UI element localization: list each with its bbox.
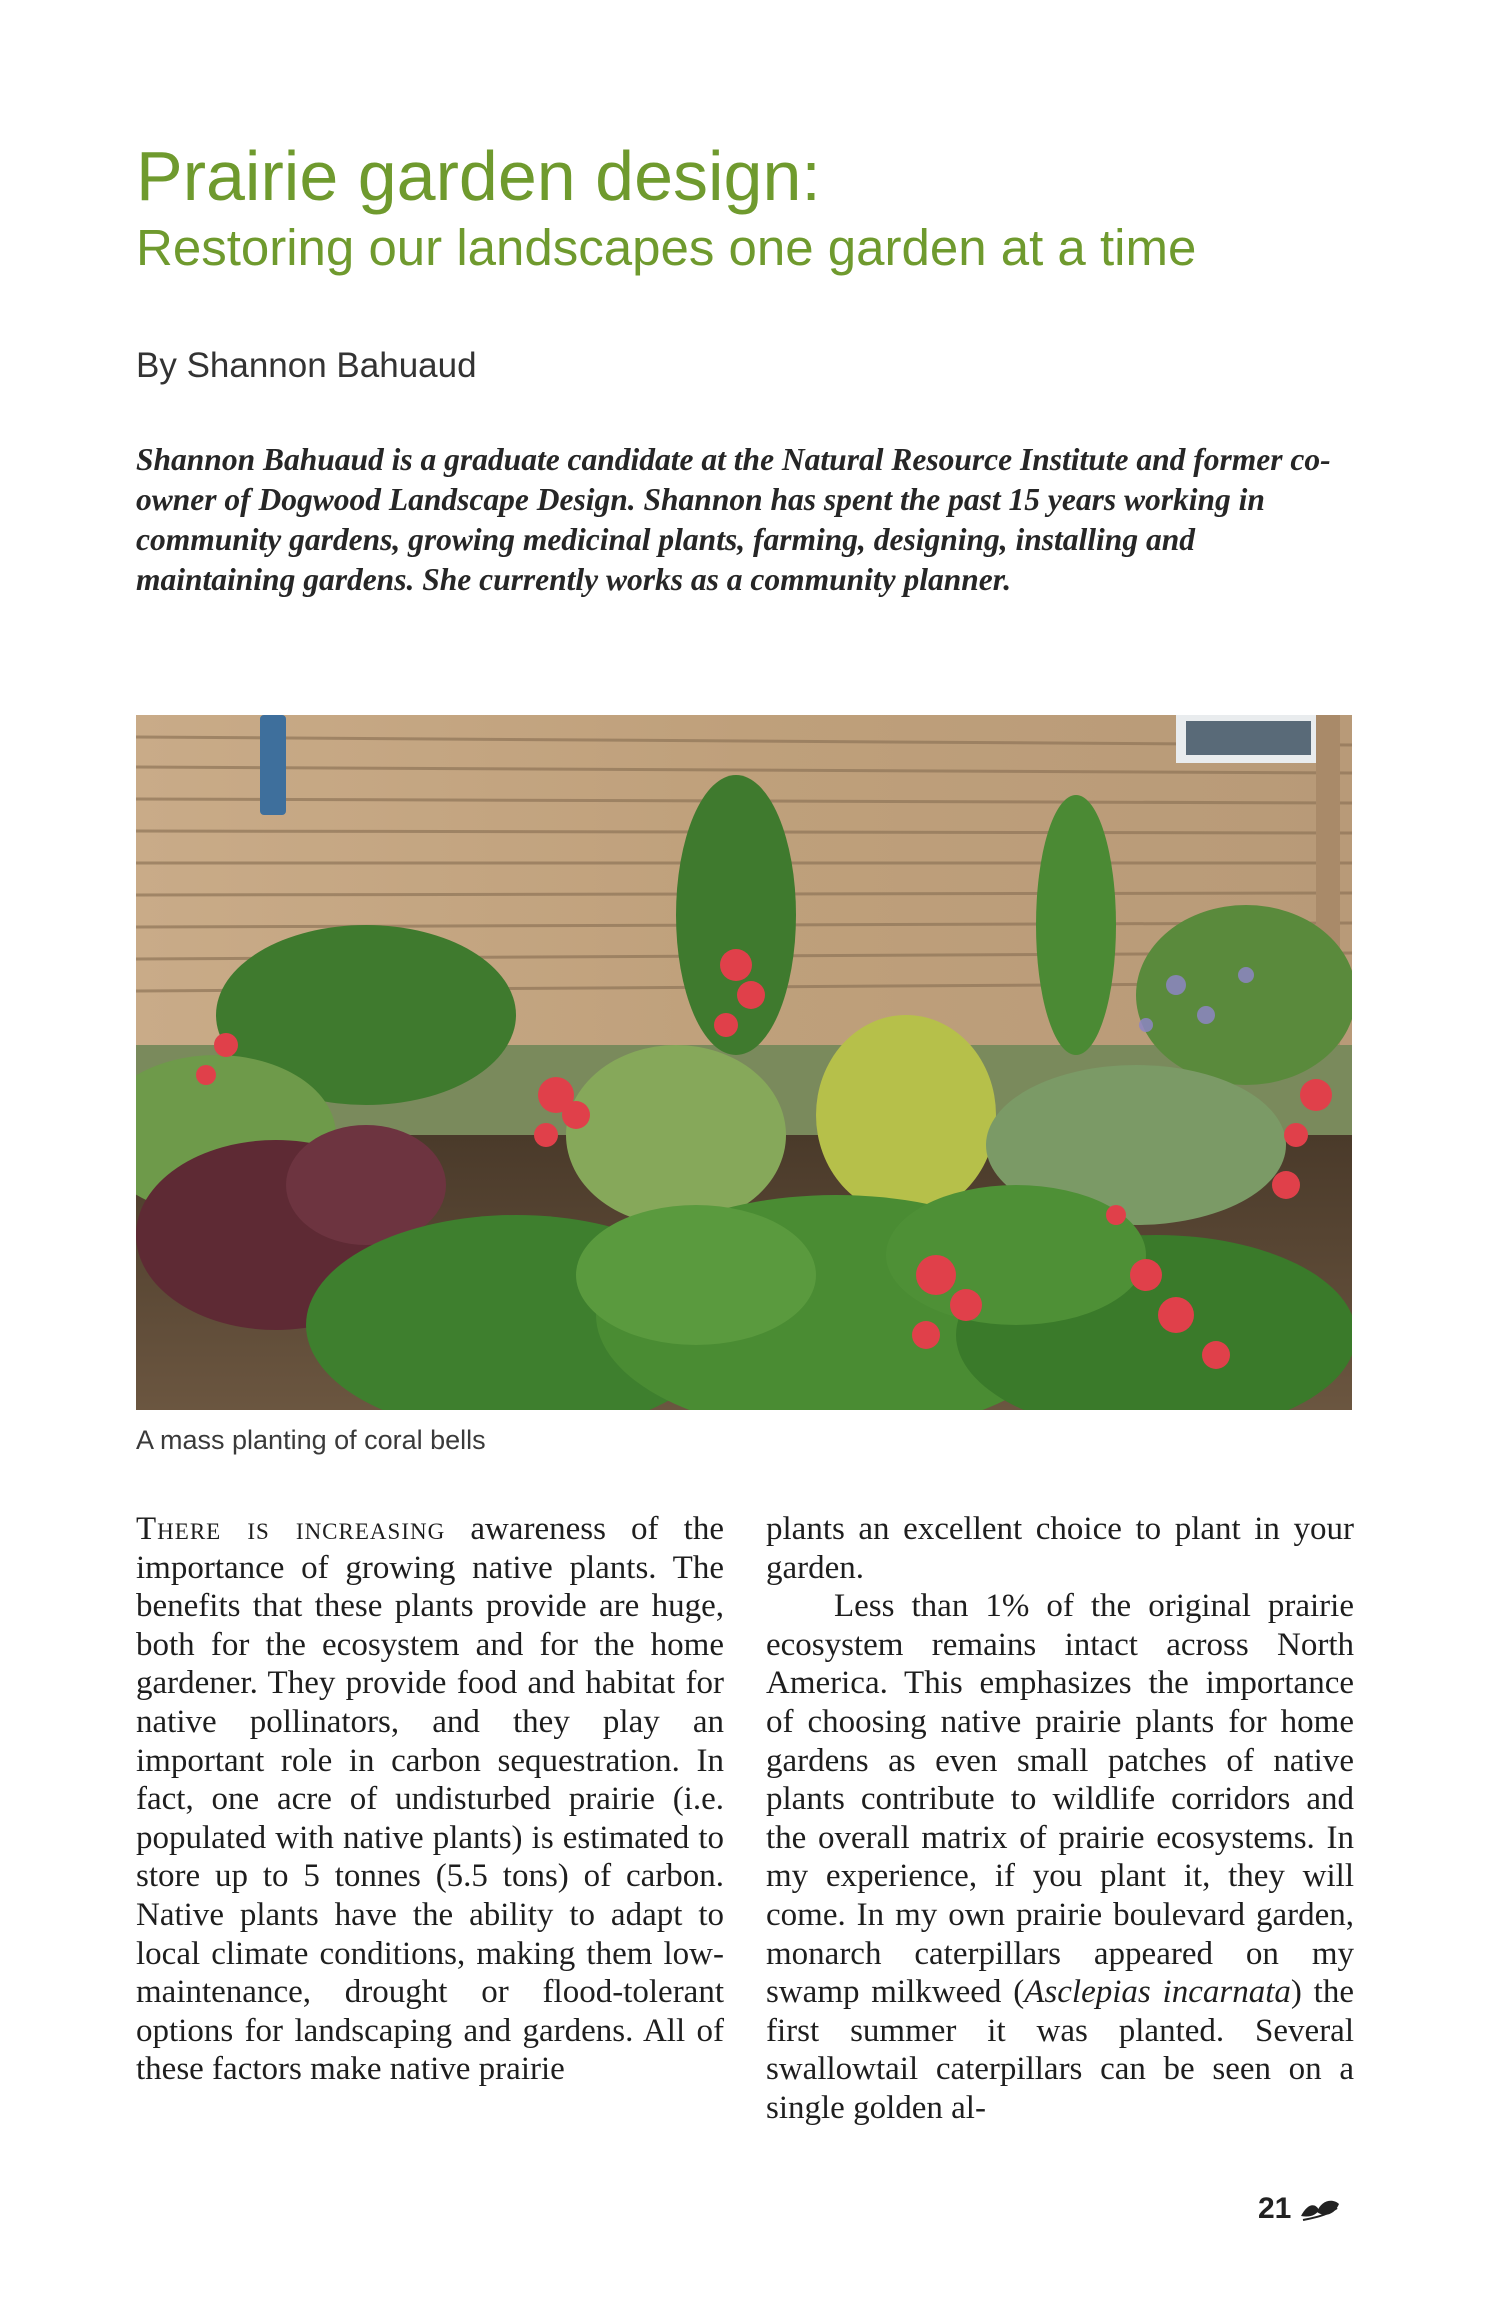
leaf-ornament-icon — [1299, 2194, 1341, 2224]
paragraph-text: Less than 1% of the original prairie ecosystem remains intact across North America. This emphasizes the importance of choosing native prairie plants for home gardens as even small patches of native plants contribute to wildlife corridors and the overall matrix of prairie ecosystems. In my experience, if you plant it, they will come. In my own prairie boulevard garden, monarch caterpillars appeared on my swamp milkweed ( — [766, 1588, 1354, 2011]
body-paragraph: plants an excellent choice to plant in your garden. — [766, 1511, 1354, 1586]
author-bio: Shannon Bahuaud is a graduate candidate at the Natural Resource Institute and former co-owner of Dogwood Landscape Design. Shannon has spent the past 15 years working in community gardens, growing medicinal plants, farming, designing, installing and maintaining gardens. She currently works as a community planner. — [136, 442, 1331, 597]
species-name: Asclepias incarnata — [1024, 1974, 1291, 2011]
paragraph-text: awareness of the importance of growing native plants. The benefits that these plants provide are huge, both for the ecosystem and for the home gardener. They provide food and habitat for native pollinators, and they play an important role in carbon sequestration. In fact, one acre of undisturbed prairie (i.e. populated with native plants) is estimated to store up to 5 tonnes (5.5 tons) of carbon. Native plants have the ability to adapt to local climate conditions, making them low-maintenance, drought or flood-tolerant options for landscaping and gardens. All of these factors make native prairie — [136, 1511, 724, 2088]
page-footer — [1258, 2192, 1341, 2226]
garden-photo — [136, 715, 1352, 1410]
byline: By Shannon Bahuaud — [136, 346, 477, 385]
page-number: 21 — [1258, 2192, 1292, 2225]
body-paragraph — [766, 1587, 1354, 2127]
article-title: Prairie garden design: — [136, 137, 821, 215]
body-column-left — [136, 1510, 724, 2089]
article-subtitle: Restoring our landscapes one garden at a time — [136, 219, 1197, 276]
body-column-right — [766, 1510, 1354, 2128]
paragraph-text: ) the first summer it was planted. Several swallowtail caterpillars can be seen on a single golden al- — [766, 1974, 1354, 2126]
coral-bells-garden-image — [136, 715, 1352, 1410]
lead-in: There is increasing — [136, 1511, 446, 1547]
body-paragraph — [136, 1510, 724, 2089]
photo-caption: A mass planting of coral bells — [136, 1425, 486, 1455]
